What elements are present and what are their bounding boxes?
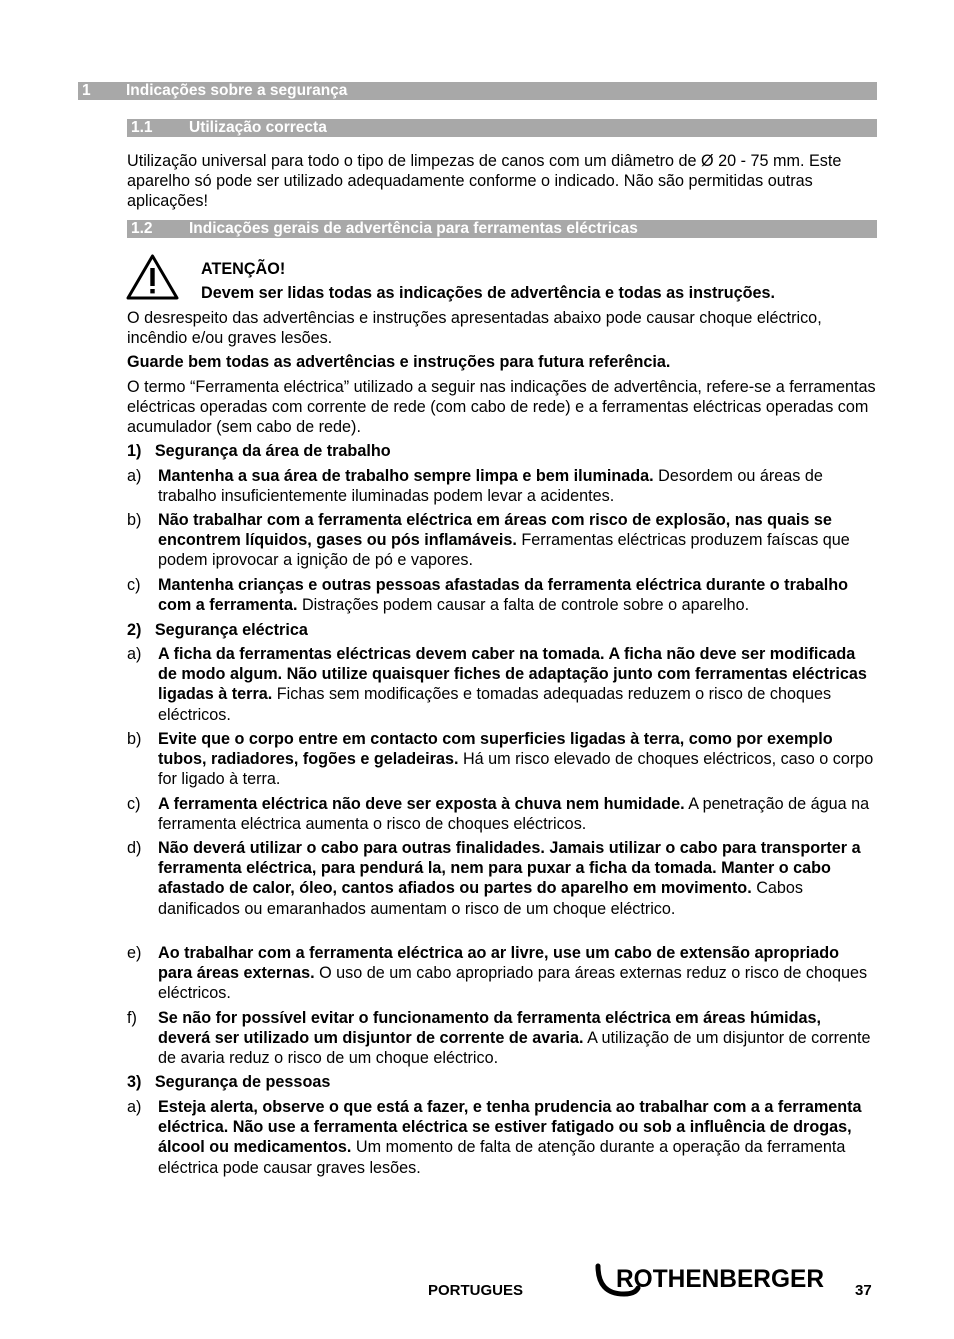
section-1-1-title: Utilização correcta [189, 119, 327, 136]
intro-paragraph [127, 151, 877, 212]
list-item [127, 943, 877, 1004]
item-letter: c) [127, 576, 141, 594]
subsection-2-heading: 2) Segurança eléctrica [127, 621, 308, 639]
item-bold-text: Não deverá utilizar o cabo para outras finalidades. Jamais utilizar o cabo para transporter a ferramenta eléctrica, para pendurá la, nem para puxar a ficha da tomada. Manter o cabo afastado de calor, óleo, cantos afiados ou partes do aparelho em movimento. [158, 839, 861, 898]
item-bold-text: Mantenha a sua área de trabalho sempre limpa e bem iluminada. [158, 467, 654, 485]
page-number: 37 [855, 1282, 872, 1299]
item-text: Um momento de falta de atenção durante a operação da ferramenta eléctrica pode causar graves lesões. [158, 1138, 846, 1177]
item-bold-text: Mantenha crianças e outras pessoas afastadas da ferramenta eléctrica durante o trabalho com a ferramenta. [158, 576, 849, 615]
item-bold-text: Evite que o corpo entre em contacto com superficies ligadas à terra, como por exemplo tubos, radiadores, fogões e geladeiras. [158, 730, 833, 769]
item-text: Há um risco elevado de choques eléctricos, caso o corpo for ligado à terra. [158, 750, 874, 789]
list-item [127, 838, 877, 919]
footer-language: PORTUGUES [428, 1282, 524, 1299]
list-item [127, 1097, 877, 1178]
item-letter: b) [127, 730, 142, 748]
warning-text: Devem ser lidas todas as indicações de advertência e todas as instruções. [201, 284, 776, 302]
item-letter: f) [127, 1009, 137, 1027]
list-item [127, 644, 877, 725]
section-1-title: Indicações sobre a segurança [126, 82, 348, 99]
item-letter: e) [127, 944, 142, 962]
subsection-1-heading: 1) Segurança da área de trabalho [127, 442, 391, 460]
item-bold-text: Se não for possível evitar o funcionamento da ferramenta eléctrica em áreas húmidas, deverá ser utilizado um disjuntor de corrente de avaria. [158, 1009, 822, 1048]
item-text: Ferramentas eléctricas produzem faíscas que podem iprovocar a ignição de pó e vapores. [158, 531, 850, 570]
section-1-number: 1 [82, 82, 91, 99]
item-letter: a) [127, 1098, 142, 1116]
subsection-3-heading: 3) Segurança de pessoas [127, 1073, 331, 1091]
item-bold-text: A ferramenta eléctrica não deve ser exposta à chuva nem humidade. [158, 795, 685, 813]
section-1-2-number: 1.2 [131, 220, 153, 237]
section-1-bar [78, 82, 877, 100]
item-text: O uso de um cabo apropriado para áreas externas reduz o risco de choques eléctricos. [158, 964, 868, 1003]
item-text: A utilização de um disjuntor de corrente de avaria reduz o risco de um choque eléctrico. [158, 1029, 871, 1068]
warning-triangle-icon [125, 253, 180, 301]
keep-text: Guarde bem todas as advertências e instruções para futura referência. [127, 353, 671, 371]
section-1-2-title: Indicações gerais de advertência para ferramentas eléctricas [189, 220, 638, 237]
section-1-2-bar [127, 220, 877, 238]
item-text: Cabos danificados ou emaranhados aumentam o risco de um choque eléctrico. [158, 879, 803, 918]
item-letter: c) [127, 795, 141, 813]
item-text: Desordem ou áreas de trabalho insuficientemente iluminadas podem levar a acidentes. [158, 467, 823, 506]
term-paragraph [127, 377, 877, 438]
list-item [127, 575, 877, 615]
disregard-text: O desrespeito das advertências e instruções apresentadas abaixo pode causar choque eléctrico, incêndio e/ou graves lesões. [127, 309, 822, 348]
list-item [127, 466, 877, 506]
list-item [127, 510, 877, 571]
section-1-1-number: 1.1 [131, 119, 153, 136]
item-text: Fichas sem modificações e tomadas adequadas reduzem o risco de choques eléctricos. [158, 685, 832, 724]
item-text: A penetração de água na ferramenta eléctrica aumenta o risco de choques eléctricos. [158, 795, 870, 834]
section-1-1-bar [127, 119, 877, 137]
brand-text: ROTHENBERGER [616, 1265, 824, 1293]
list-item [127, 1008, 877, 1069]
term-text: O termo “Ferramenta eléctrica” utilizado a seguir nas indicações de advertência, refere-se a ferramentas eléctricas operadas com corrente de rede (com cabo de rede) e a ferramentas eléctricas operadas com acumulador (sem cabo de rede). [127, 378, 876, 437]
list-item [127, 794, 877, 834]
item-text: Distrações podem causar a falta de controle sobre o aparelho. [297, 596, 750, 615]
item-letter: a) [127, 645, 142, 663]
item-letter: a) [127, 467, 142, 485]
item-letter: b) [127, 511, 142, 529]
item-bold-text: Não trabalhar com a ferramenta eléctrica em áreas com risco de explosão, nas quais se encontrem líquidos, gases ou pós inflamáveis. [158, 511, 832, 550]
warning-title: ATENÇÃO! [201, 260, 286, 278]
rothenberger-logo [594, 1262, 830, 1298]
intro-text: Utilização universal para todo o tipo de limpezas de canos com um diâmetro de Ø 20 - 75 mm. Este aparelho só pode ser utilizado adequadamente conforme o indicado. Não são permitidas outras aplicações! [127, 152, 842, 211]
keep-paragraph [127, 352, 877, 372]
disregard-paragraph [127, 308, 877, 348]
item-bold-text: A ficha da ferramentas eléctricas devem caber na tomada. A ficha não deve ser modificada de modo algum. Não utilize quaisquer fiches de adaptação junto com ferramentas eléctricas ligadas à terra. [158, 645, 867, 704]
list-item [127, 729, 877, 790]
item-bold-text: Ao trabalhar com a ferramenta eléctrica ao ar livre, use um cabo de extensão apropriado para áreas externas. [158, 944, 840, 983]
item-bold-text: Esteja alerta, observe o que está a fazer, e tenha prudencia ao trabalhar com a a ferramenta eléctrica. Não use a ferramenta eléctrica se estiver fatigado ou sob a influência de drogas, álcool ou medicamentos. [158, 1098, 862, 1157]
item-letter: d) [127, 839, 142, 857]
